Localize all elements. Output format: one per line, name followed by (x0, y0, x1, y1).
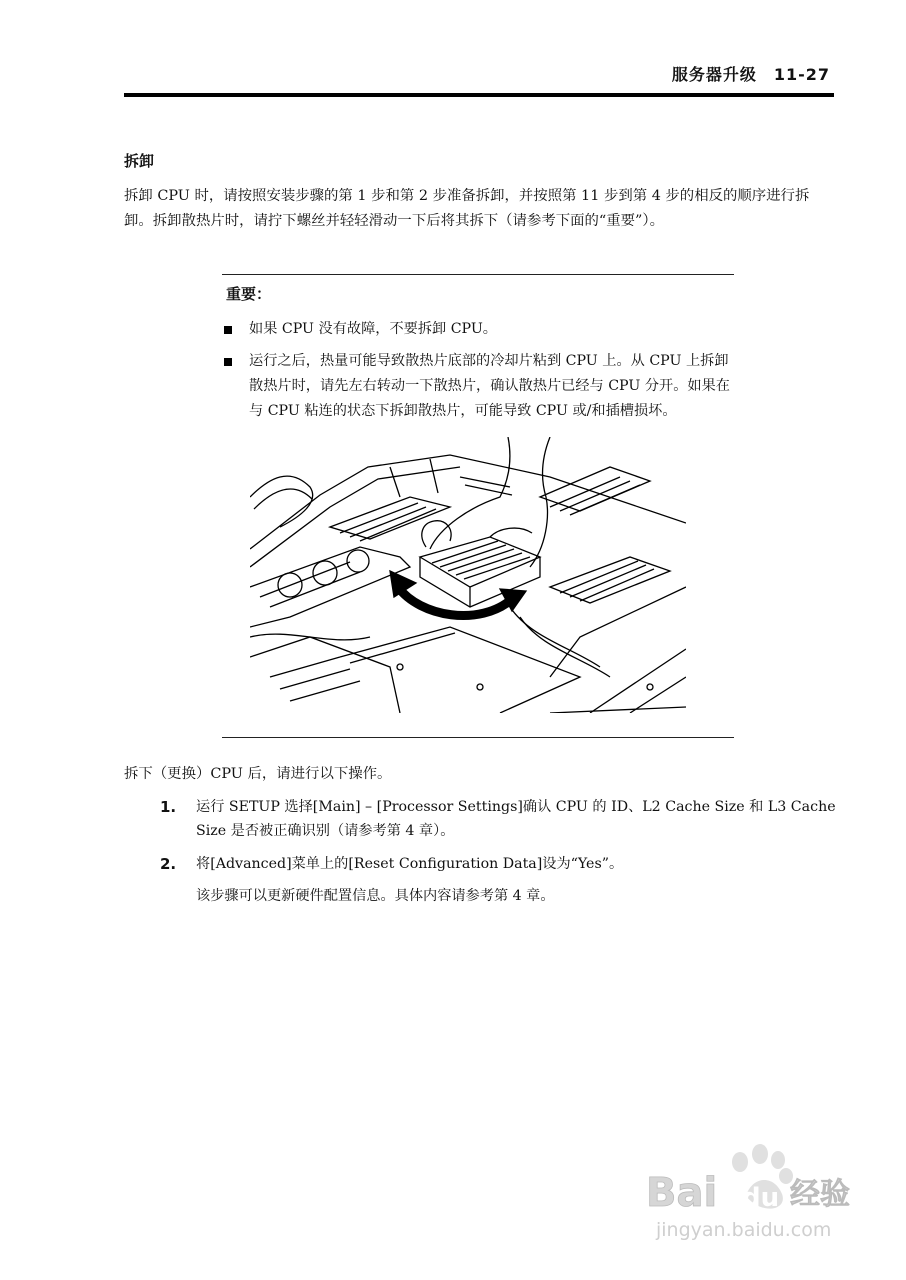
step-list (160, 795, 840, 917)
baidu-jingyan-watermark (642, 1140, 862, 1250)
section-heading: 拆卸 (124, 152, 155, 170)
step-number: 1. (160, 798, 177, 816)
heatsink-removal-illustration (250, 437, 686, 713)
step-text: 运行 SETUP 选择[Main] – [Processor Settings]确认 CPU 的 ID、L2 Cache Size 和 L3 Cache Size 是否被正确识别（请参考第 4 章）。 (196, 799, 836, 839)
bullet-text: 运行之后，热量可能导致散热片底部的冷却片粘到 CPU 上。从 CPU 上拆卸散热片时，请先左右转动一下散热片，确认散热片已经与 CPU 分开。如果在与 CPU 粘连的状态下拆卸散热片，可能导致 CPU 或/和插槽损坏。 (249, 353, 730, 419)
important-heading: 重要： (226, 285, 272, 303)
important-bullet-list (222, 317, 734, 431)
after-removal-text: 拆下（更换）CPU 后，请进行以下操作。 (124, 766, 392, 782)
bullet-item (222, 317, 734, 342)
watermark-brand: Bai (646, 1170, 718, 1216)
watermark-logo-icon (642, 1140, 862, 1250)
bullet-text: 如果 CPU 没有故障，不要拆卸 CPU。 (249, 321, 497, 337)
watermark-cn: 经验 (790, 1177, 850, 1212)
intro-paragraph: 拆卸 CPU 时，请按照安装步骤的第 1 步和第 2 步准备拆卸，并按照第 11 步到第 4 步的相反的顺序进行拆卸。拆卸散热片时，请拧下螺丝并轻轻滑动一下后将其拆下（请参考下面的“重要”）。 (124, 188, 810, 229)
bullet-item (222, 349, 734, 424)
step-note: 该步骤可以更新硬件配置信息。具体内容请参考第 4 章。 (196, 888, 555, 904)
watermark-url: jingyan.baidu.com (656, 1219, 832, 1241)
bullet-square-icon (224, 326, 232, 334)
step-text: 将[Advanced]菜单上的[Reset Configuration Data]设为“Yes”。 (196, 856, 624, 872)
page-header-title: 服务器升级 11-27 (671, 65, 830, 84)
server-chassis-drawing (250, 437, 686, 713)
important-note (222, 274, 734, 738)
watermark-brand-du: du (742, 1183, 780, 1213)
header-rule (124, 93, 834, 97)
step-item (160, 795, 840, 843)
bullet-square-icon (224, 358, 232, 366)
page-header (0, 0, 906, 100)
step-item (160, 852, 840, 908)
step-number: 2. (160, 855, 177, 873)
